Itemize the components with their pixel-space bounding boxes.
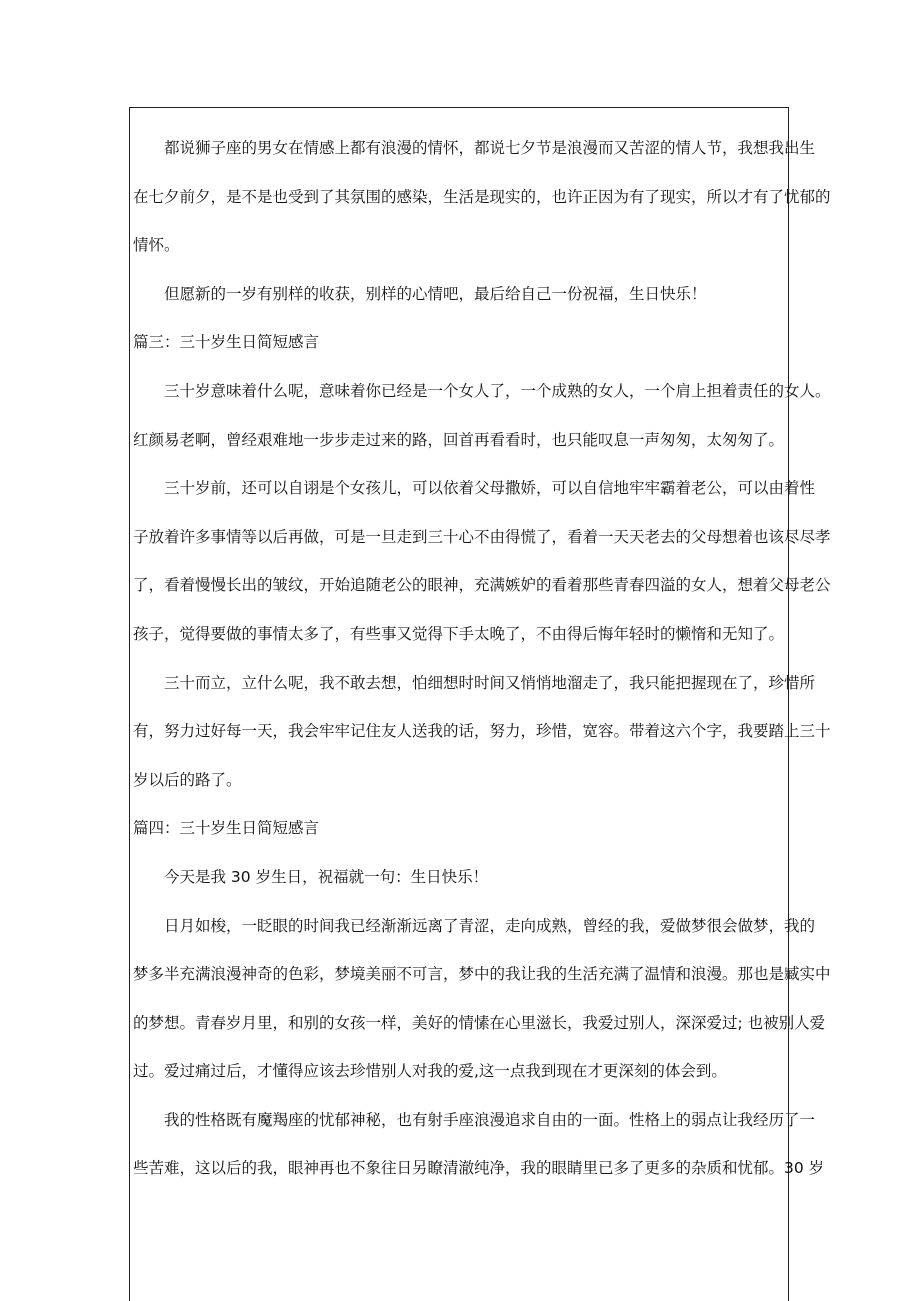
paragraph-line: 了，看着慢慢长出的皱纹，开始追随老公的眼神，充满嫉妒的看着那些青春四溢的女人，想着父母老公	[133, 576, 831, 595]
paragraph-line: 子放着许多事情等以后再做，可是一旦走到三十心不由得慌了，看着一天天老去的父母想着也该尽尽孝	[133, 527, 831, 546]
paragraph-line: 我的性格既有魔羯座的忧郁神秘，也有射手座浪漫追求自由的一面。性格上的弱点让我经历了一	[164, 1110, 816, 1129]
paragraph-line: 有，努力过好每一天，我会牢牢记住友人送我的话，努力，珍惜，宽容。带着这六个字，我要踏上三十	[133, 722, 831, 741]
paragraph-line: 情怀。	[133, 236, 180, 255]
paragraph-line: 三十岁意味着什么呢，意味着你已经是一个女人了，一个成熟的女人，一个肩上担着责任的女人。	[164, 381, 831, 400]
paragraph-line: 些苦难，这以后的我，眼神再也不象往日另瞭清澈纯净，我的眼睛里已多了更多的杂质和忧郁。30 岁	[133, 1159, 825, 1178]
paragraph-line: 过。爱过痛过后，才懂得应该去珍惜别人对我的爱,这一点我到现在才更深刻的体会到。	[133, 1062, 727, 1081]
paragraph-line: 梦多半充满浪漫神奇的色彩，梦境美丽不可言，梦中的我让我的生活充满了温情和浪漫。那也是臧实中	[133, 965, 831, 984]
paragraph-line: 的梦想。青春岁月里，和别的女孩一样，美好的情愫在心里滋长，我爱过别人，深深爱过; 也被别人爱	[133, 1013, 826, 1032]
paragraph-line: 今天是我 30 岁生日，祝福就一句：生日快乐！	[164, 867, 489, 886]
paragraph-line: 在七夕前夕，是不是也受到了其氛围的感染，生活是现实的，也许正因为有了现实，所以才有了忧郁的	[133, 187, 831, 206]
section-heading-4: 篇四：三十岁生日简短感言	[133, 819, 320, 838]
paragraph-line: 孩子，觉得要做的事情太多了，有些事又觉得下手太晚了，不由得后悔年轻时的懒惰和无知了。	[133, 624, 785, 643]
section-heading-3: 篇三：三十岁生日简短感言	[133, 333, 320, 352]
paragraph-line: 三十而立，立什么呢，我不敢去想，怕细想时时间又悄悄地溜走了，我只能把握现在了，珍惜所	[164, 673, 816, 692]
paragraph-line: 岁以后的路了。	[133, 770, 242, 789]
paragraph-line: 都说狮子座的男女在情感上都有浪漫的情怀，都说七夕节是浪漫而又苦涩的情人节，我想我出生	[164, 139, 816, 157]
paragraph-line: 红颜易老啊，曾经艰难地一步步走过来的路，回首再看看时，也只能叹息一声匆匆，太匆匆了。	[133, 430, 785, 449]
paragraph-line: 三十岁前，还可以自诩是个女孩儿，可以依着父母撒娇，可以自信地牢牢霸着老公，可以由着性	[164, 479, 816, 498]
paragraph-line: 但愿新的一岁有别样的收获，别样的心情吧，最后给自己一份祝福，生日快乐！	[164, 284, 707, 303]
document-body	[133, 124, 831, 1193]
paragraph-line: 日月如梭，一眨眼的时间我已经渐渐远离了青涩，走向成熟，曾经的我，爱做梦很会做梦，我的	[164, 916, 816, 935]
